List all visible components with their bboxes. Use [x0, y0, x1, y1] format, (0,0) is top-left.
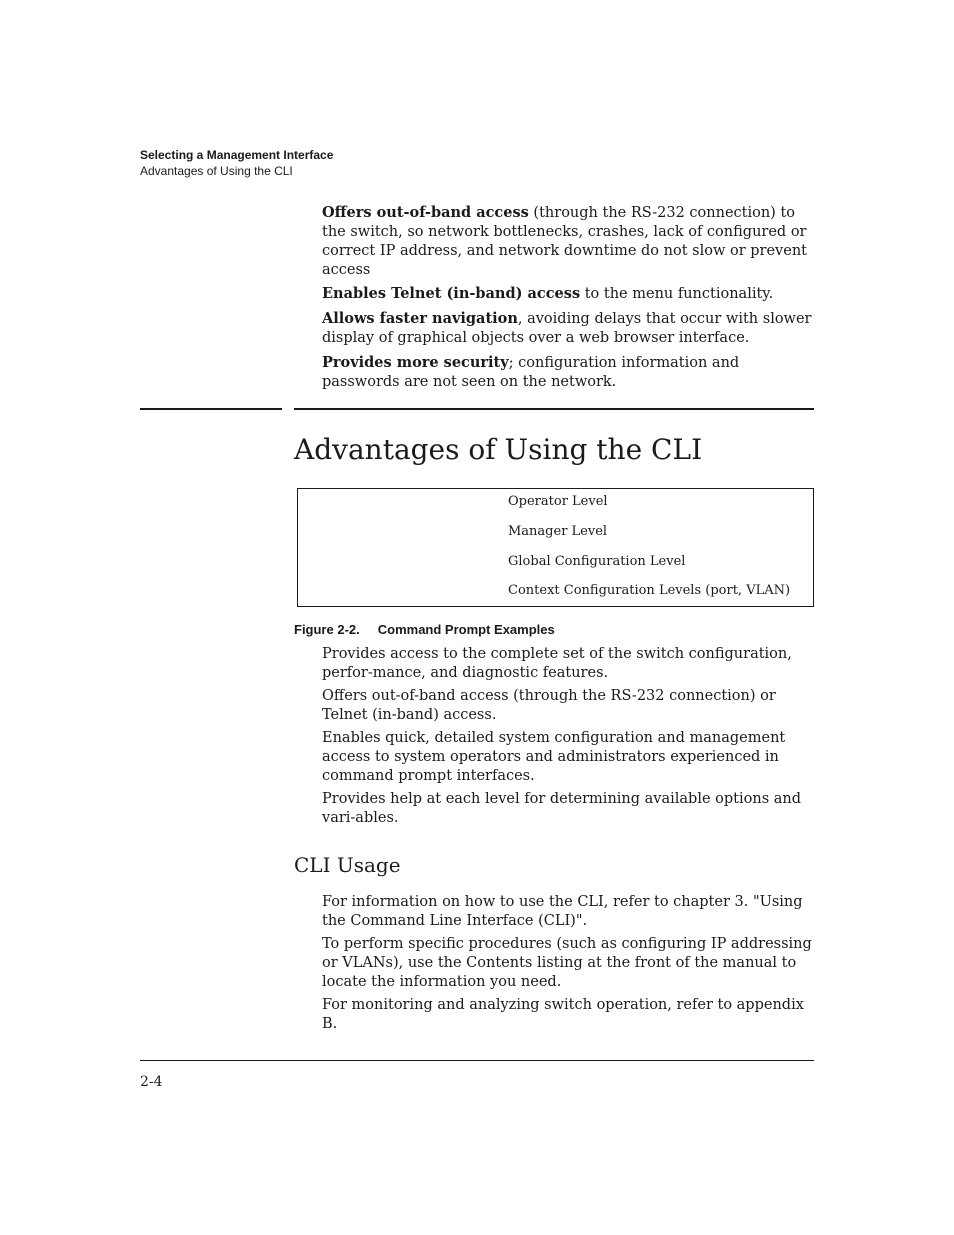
- cli-benefits-list: [322, 645, 814, 828]
- figure-label-operator: Operator Level: [508, 494, 608, 509]
- benefit-lead: Offers out-of-band access: [322, 204, 529, 221]
- benefit-paragraph: [322, 203, 814, 280]
- figure-caption-number: Figure 2-2.: [294, 622, 360, 637]
- cli-benefit-paragraph: Enables quick, detailed system configuration and management access to system operators and administrators experienced in command prompt interfaces.: [322, 730, 786, 784]
- benefit-text: , avoiding delays that occur with slower display of graphical objects over a web browser interface.: [322, 311, 812, 346]
- cli-usage-text: [322, 893, 814, 1034]
- figure-label-manager: Manager Level: [508, 524, 608, 539]
- benefit-text: ; configuration information and passwords are not seen on the network.: [322, 355, 740, 390]
- figure-label-global-config: Global Configuration Level: [508, 554, 686, 569]
- benefit-paragraph: [322, 353, 814, 392]
- benefit-paragraph: [322, 284, 814, 304]
- section-title: Advantages of Using the CLI: [294, 433, 703, 466]
- figure-label-context-config: Context Configuration Levels (port, VLAN): [508, 583, 791, 598]
- cli-usage-paragraph: For monitoring and analyzing switch operation, refer to appendix B.: [322, 997, 804, 1032]
- benefit-lead: Provides more security: [322, 354, 509, 371]
- section-rule-left: [140, 408, 282, 410]
- running-header-section: Advantages of Using the CLI: [140, 164, 293, 178]
- cli-usage-paragraph: For information on how to use the CLI, refer to chapter 3. "Using the Command Line Interface (CLI)".: [322, 894, 803, 929]
- benefit-lead: Allows faster navigation: [322, 310, 518, 327]
- cli-benefit-paragraph: Provides help at each level for determining available options and vari-ables.: [322, 791, 802, 826]
- figure-caption-text: Command Prompt Examples: [377, 622, 555, 637]
- running-header-chapter: Selecting a Management Interface: [140, 148, 334, 162]
- figure-caption: [294, 621, 555, 639]
- cli-benefit-paragraph: Provides access to the complete set of the switch configuration, perfor-mance, and diagnostic features.: [322, 646, 792, 681]
- page-number: 2-4: [140, 1074, 163, 1090]
- benefit-text: to the menu functionality.: [580, 286, 774, 302]
- figure-command-prompts: [297, 488, 814, 607]
- footer-rule: [140, 1060, 814, 1061]
- benefit-paragraph: [322, 309, 814, 348]
- cli-benefit-paragraph: Offers out-of-band access (through the RS-232 connection) or Telnet (in-band) access.: [322, 688, 776, 723]
- cli-usage-paragraph: To perform specific procedures (such as configuring IP addressing or VLANs), use the Contents listing at the front of the manual to locate the information you need.: [322, 936, 812, 990]
- section-rule-right: [294, 408, 814, 410]
- benefit-lead: Enables Telnet (in-band) access: [322, 285, 581, 302]
- subsection-title: CLI Usage: [294, 853, 401, 877]
- benefit-text: (through the RS-232 connection) to the switch, so network bottlenecks, crashes, lack of configured or correct IP address, and network downtime do not slow or prevent access: [322, 205, 807, 278]
- menu-benefits-list: [322, 203, 814, 392]
